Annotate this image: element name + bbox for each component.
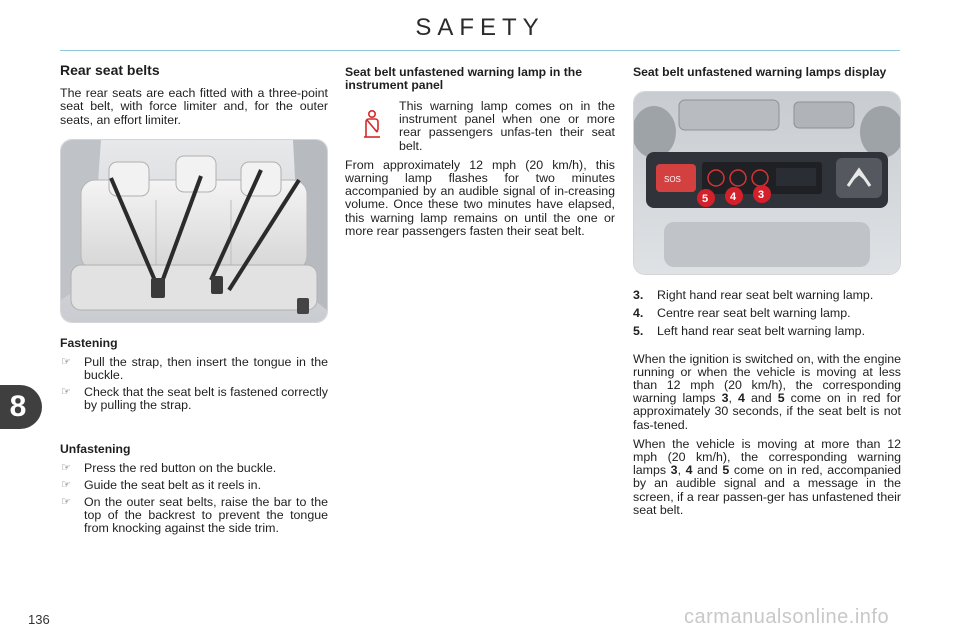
list-item: ☞ Pull the strap, then insert the tongue in the buckle.	[61, 354, 328, 383]
rear-seat-belts-column	[60, 64, 328, 540]
dashboard-photo	[633, 91, 901, 275]
page-number: 136	[28, 612, 50, 627]
svg-text:4: 4	[730, 191, 737, 203]
lamp-description	[345, 100, 615, 153]
warning-lamps-display-column	[633, 66, 901, 523]
pointer-icon: ☞	[61, 355, 71, 368]
pointer-icon: ☞	[61, 478, 71, 491]
header-divider	[60, 50, 900, 51]
svg-text:SOS: SOS	[664, 175, 681, 184]
list-item: 5. Left hand rear seat belt warning lamp.	[633, 324, 866, 339]
list-item: ☞ Check that the seat belt is fastened correctly by pulling the strap.	[61, 385, 328, 413]
svg-text:3: 3	[758, 189, 765, 201]
list-item: 3. Right hand rear seat belt warning lamp.	[633, 288, 874, 302]
unfastening-list	[60, 462, 328, 536]
ignition-paragraph: When the ignition is switched on, with the engine running or when the vehicle is moving at less than 12 mph (20 km/h), the corresponding warning lamps 3, 4 and 5 come on in red for approximately 30 seconds, if the seat belt is not fas-tened.	[633, 351, 902, 432]
section-heading: Rear seat belts	[60, 62, 160, 78]
instrument-panel-lamp-column	[345, 66, 615, 244]
page-title: SAFETY	[415, 14, 545, 41]
rear-seat-photo	[60, 139, 328, 323]
pointer-icon: ☞	[61, 496, 71, 509]
moving-paragraph: When the vehicle is moving at more than 12 mph (20 km/h), the corresponding warning lamps 3, 4 and 5 come on in red, accompanied by an audible signal and a message in the screen, if a rear passen-ger has unfastened their seat belt.	[633, 436, 902, 517]
svg-text:5: 5	[702, 193, 709, 205]
list-item: ☞ Guide the seat belt as it reels in.	[61, 477, 262, 492]
seat-belt-warning-icon	[345, 100, 399, 153]
fastening-heading: Fastening	[60, 335, 118, 350]
dashboard-illustration	[634, 92, 900, 274]
intro-paragraph: The rear seats are each fitted with a three-point seat belt, with force limiter and, for the outer seats, an effort limiter.	[60, 86, 328, 127]
pointer-icon: ☞	[61, 386, 71, 399]
section-heading: Seat belt unfastened warning lamp in the instrument panel	[345, 65, 583, 92]
pointer-icon: ☞	[61, 461, 71, 474]
watermark: carmanualsonline.info	[684, 606, 890, 628]
unfastening-heading: Unfastening	[60, 441, 131, 456]
chapter-tab[interactable]: 8	[0, 385, 42, 429]
body-paragraph: From approximately 12 mph (20 km/h), this warning lamp flashes for two minutes accompanied by an audible signal of in-creasing volume. Once these two minutes have elapsed, this warning lamp remains on until the one or more rear passengers fasten their seat belt.	[345, 157, 615, 238]
rear-seat-illustration	[61, 140, 327, 322]
lamp-text: This warning lamp comes on in the instrument panel when one or more rear passengers unfas-ten their seat belt.	[399, 99, 615, 153]
list-item: 4. Centre rear seat belt warning lamp.	[633, 306, 851, 321]
fastening-list	[60, 356, 328, 413]
lamp-legend-list	[633, 289, 901, 339]
section-heading: Seat belt unfastened warning lamps display	[633, 65, 887, 79]
list-item: ☞ On the outer seat belts, raise the bar to the top of the backrest to prevent the tongue from knocking against the side trim.	[61, 495, 328, 536]
list-item: ☞ Press the red button on the buckle.	[61, 460, 277, 475]
